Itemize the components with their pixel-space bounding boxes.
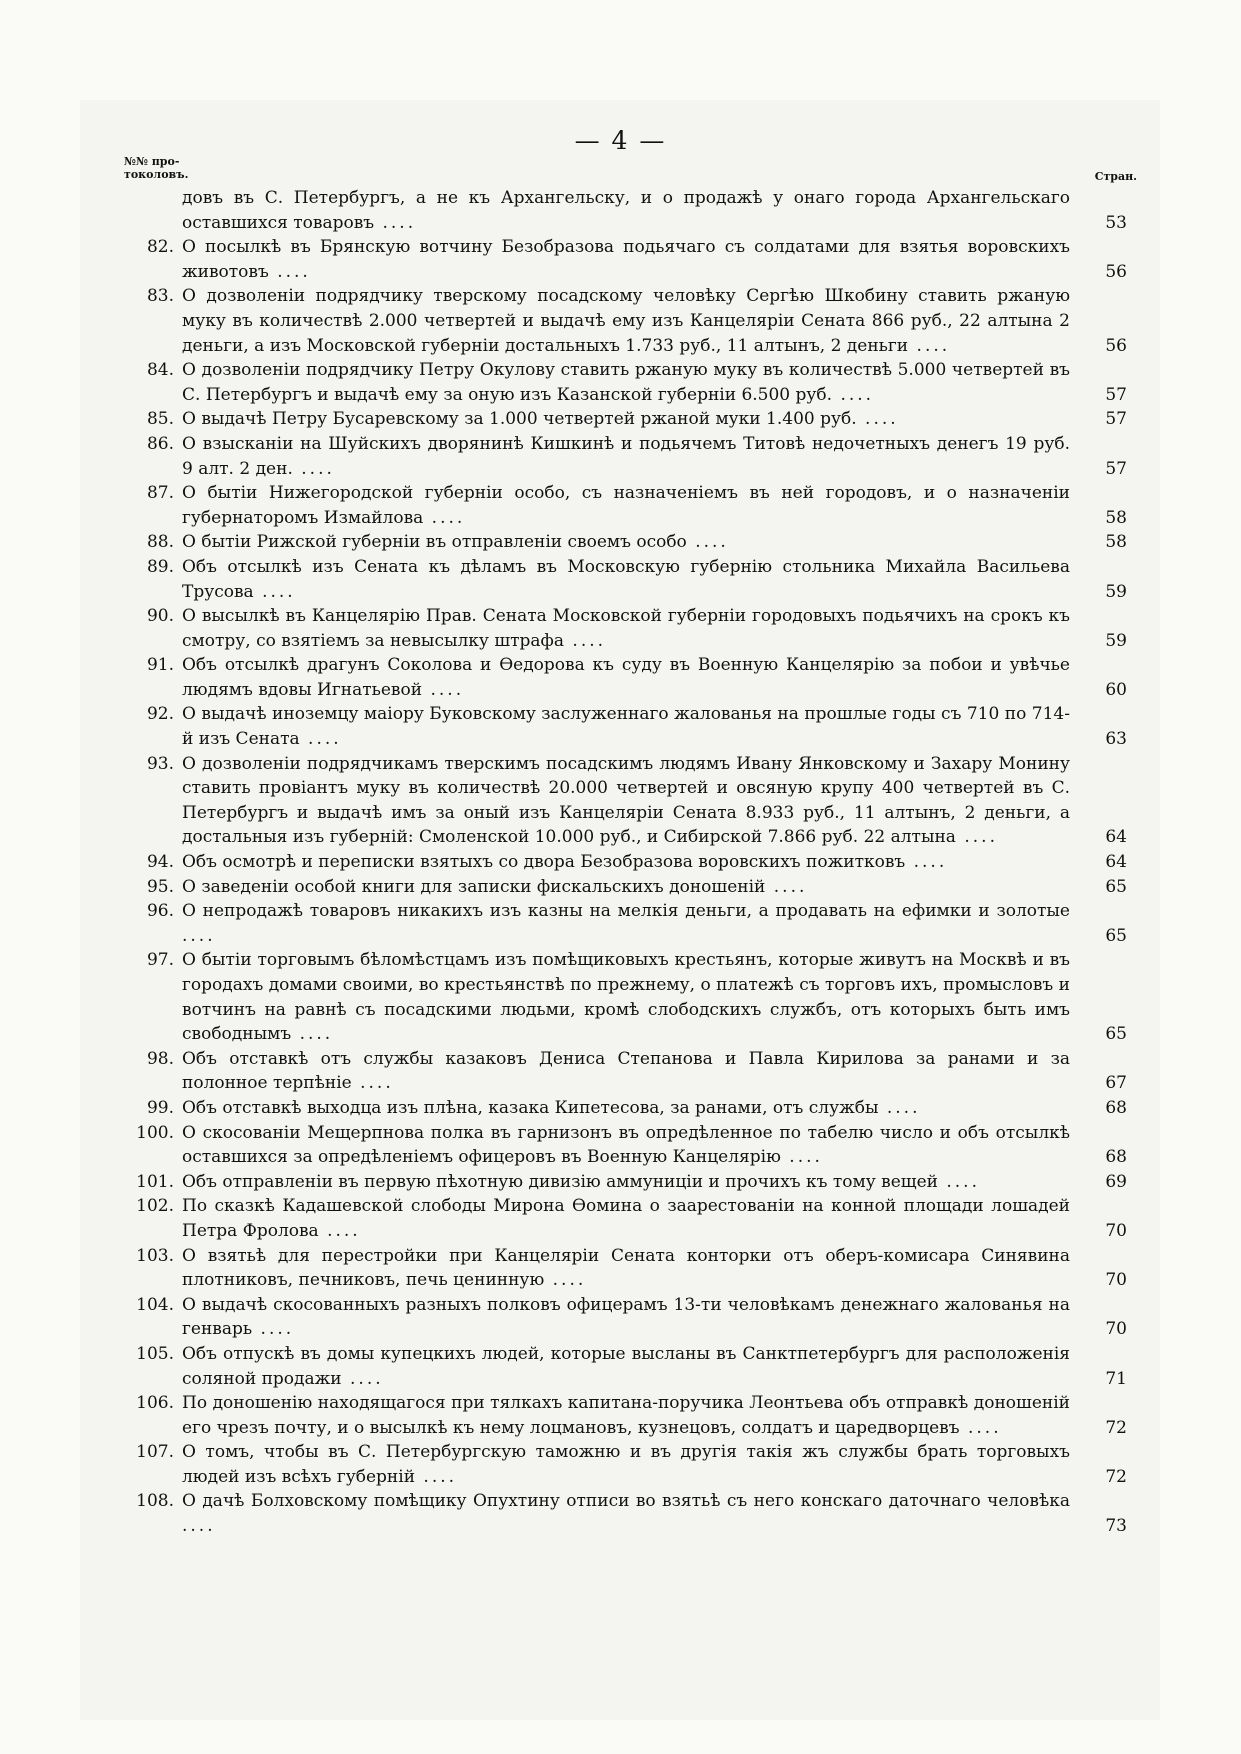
dot-leader: .... bbox=[291, 1024, 334, 1045]
entry-title bbox=[182, 358, 1070, 407]
index-entry bbox=[0, 555, 1241, 604]
entry-text: О бытіи Рижской губерніи въ отправленіи своемъ особо bbox=[182, 532, 687, 553]
page-reference: 67 bbox=[1105, 1073, 1127, 1094]
protocol-number: 99. bbox=[146, 1097, 174, 1118]
protocol-number: 93. bbox=[146, 753, 174, 774]
index-entry bbox=[0, 1047, 1241, 1096]
entry-text: О заведеніи особой книги для записки фискальскихъ доношеній bbox=[182, 876, 766, 897]
protocol-number: 102. bbox=[136, 1196, 174, 1217]
dot-leader: .... bbox=[780, 1147, 823, 1168]
dot-leader: .... bbox=[268, 261, 311, 282]
index-entry bbox=[0, 1194, 1241, 1243]
dot-leader: .... bbox=[955, 827, 998, 848]
protocol-number: 92. bbox=[146, 704, 174, 725]
page-reference: 69 bbox=[1105, 1171, 1127, 1192]
index-entry bbox=[0, 1121, 1241, 1170]
page-reference: 68 bbox=[1105, 1147, 1127, 1168]
dot-leader: .... bbox=[937, 1171, 980, 1192]
entry-title bbox=[182, 555, 1070, 604]
entry-title bbox=[182, 1440, 1070, 1489]
index-entries-list bbox=[0, 186, 1241, 1539]
entry-title bbox=[182, 604, 1070, 653]
protocol-number: 103. bbox=[136, 1245, 174, 1266]
entry-text: О дозволеніи подрядчику тверскому посадскому человѣку Сергѣю Шкобину ставить ржаную муку въ количествѣ 2.000 четвертей и выдачѣ ему изъ Канцеляріи Сената 866 руб., 22 алтына 2 деньги, а изъ Московской губерніи достальныхъ 1.733 руб., 11 алтынъ, 2 деньги bbox=[182, 286, 1070, 356]
index-entry bbox=[0, 284, 1241, 358]
index-entry bbox=[0, 1342, 1241, 1391]
protocol-number: 84. bbox=[146, 360, 174, 381]
protocol-number: 82. bbox=[146, 237, 174, 258]
page-reference: 73 bbox=[1105, 1516, 1127, 1537]
entry-text: О дозволеніи подрядчику Петру Окулову ставить ржаную муку въ количествѣ 5.000 четвертей въ С. Петербургъ и выдачѣ ему за оную изъ Казанской губерніи 6.500 руб. bbox=[182, 360, 1070, 405]
page-reference: 58 bbox=[1105, 507, 1127, 528]
entry-title bbox=[182, 702, 1070, 751]
dot-leader: .... bbox=[182, 1516, 216, 1537]
index-entry bbox=[0, 850, 1241, 875]
entry-title bbox=[182, 284, 1070, 358]
index-entry bbox=[0, 530, 1241, 555]
entry-text: О взысканіи на Шуйскихъ дворянинѣ Кишкинѣ и подьячемъ Титовѣ недочетныхъ денегъ 19 руб. 9 алт. 2 ден. bbox=[182, 433, 1070, 479]
entry-text: Объ отсылкѣ драгунъ Соколова и Ѳедорова къ суду въ Военную Канцелярію за побои и увѣчье людямъ вдовы Игнатьевой bbox=[182, 655, 1070, 700]
dot-leader: .... bbox=[415, 1466, 458, 1487]
entry-text: О скосованіи Мещерпнова полка въ гарнизонъ въ опредѣленное по табелю число и объ отсылкѣ оставшихся за опредѣленіемъ офицеровъ въ Военную Канцелярію bbox=[182, 1122, 1070, 1168]
entry-text: Объ отпускѣ въ домы купецкихъ людей, которые высланы въ Санктпетербургъ для расположенія соляной продажи bbox=[182, 1343, 1070, 1389]
dot-leader: .... bbox=[878, 1097, 921, 1118]
page-reference: 60 bbox=[1105, 679, 1127, 700]
index-entry bbox=[0, 235, 1241, 284]
protocol-number: 104. bbox=[136, 1294, 174, 1315]
protocol-number: 86. bbox=[146, 433, 174, 454]
page-reference: 70 bbox=[1105, 1319, 1127, 1340]
entry-text: О взятьѣ для перестройки при Канцеляріи Сената конторки отъ оберъ-комисара Синявина плотниковъ, печниковъ, печь ценинную bbox=[182, 1245, 1070, 1291]
page-reference: 53 bbox=[1105, 212, 1127, 233]
dot-leader: .... bbox=[299, 729, 342, 750]
entry-text: О выдачѣ скосованныхъ разныхъ полковъ офицерамъ 13-ти человѣкамъ денежнаго жалованья на генварь bbox=[182, 1294, 1070, 1340]
dot-leader: .... bbox=[544, 1270, 587, 1291]
index-entry bbox=[0, 1489, 1241, 1538]
entry-title bbox=[182, 235, 1070, 284]
dot-leader: .... bbox=[765, 876, 808, 897]
dot-leader: .... bbox=[318, 1220, 361, 1241]
page-reference: 72 bbox=[1105, 1417, 1127, 1438]
entry-text: О дачѣ Болховскому помѣщику Опухтину отписи во взятьѣ съ него конскаго даточнаго человѣка bbox=[182, 1491, 1070, 1512]
entry-text: Объ отставкѣ выходца изъ плѣна, казака Кипетесова, за ранами, отъ службы bbox=[182, 1097, 879, 1118]
protocol-number: 106. bbox=[136, 1393, 174, 1414]
page-reference: 65 bbox=[1105, 1024, 1127, 1045]
protocol-number: 89. bbox=[146, 556, 174, 577]
page-reference: 64 bbox=[1105, 827, 1127, 848]
entry-title bbox=[182, 752, 1070, 850]
entry-text: Объ отправленіи въ первую пѣхотную дивизію аммуниціи и прочихъ къ тому вещей bbox=[182, 1171, 938, 1192]
entry-text: О бытіи торговымъ бѣломѣстцамъ изъ помѣщиковыхъ крестьянъ, которые живутъ на Москвѣ и въ городахъ домами своими, во крестьянствѣ по прежнему, о платежѣ съ торговъ ихъ, промысловъ и вотчинъ на равнѣ съ посадскими людьми, кромѣ слободскихъ службъ, отъ которыхъ быть имъ свободнымъ bbox=[182, 950, 1070, 1045]
entry-title bbox=[182, 1342, 1070, 1391]
entry-title bbox=[182, 1047, 1070, 1096]
entry-title bbox=[182, 653, 1070, 702]
dot-leader: .... bbox=[959, 1417, 1002, 1438]
dot-leader: .... bbox=[908, 335, 951, 356]
protocol-number: 97. bbox=[146, 950, 174, 971]
protocol-number: 83. bbox=[146, 286, 174, 307]
entry-text: О высылкѣ въ Канцелярію Прав. Сената Московской губерніи городовыхъ подьячихъ на срокъ къ смотру, со взятіемъ за невысылку штрафа bbox=[182, 606, 1070, 651]
index-entry bbox=[0, 948, 1241, 1046]
entry-title bbox=[182, 850, 1070, 875]
entry-title bbox=[182, 1096, 1070, 1121]
page-reference: 70 bbox=[1105, 1270, 1127, 1291]
entry-title bbox=[182, 530, 1070, 555]
protocol-number: 98. bbox=[146, 1048, 174, 1069]
protocol-number: 101. bbox=[136, 1171, 174, 1192]
entry-title bbox=[182, 1170, 1070, 1195]
entry-title bbox=[182, 1194, 1070, 1243]
entry-title bbox=[182, 899, 1070, 948]
dot-leader: .... bbox=[422, 679, 465, 700]
page-reference: 65 bbox=[1105, 925, 1127, 946]
entry-text: О выдачѣ иноземцу маіору Буковскому заслуженнаго жалованья на прошлые годы съ 710 по 714-й изъ Сената bbox=[182, 704, 1070, 750]
dot-leader: .... bbox=[905, 852, 948, 873]
entry-text: О дозволеніи подрядчикамъ тверскимъ посадскимъ людямъ Ивану Янковскому и Захару Монину ставить провіантъ муку въ количествѣ 20.000 четвертей и овсяную крупу 400 четвертей въ С. Петербургъ и выдачѣ имъ за оный изъ Канцеляріи Сената 8.933 руб., 11 алтынъ, 2 деньги, а достальныя изъ губерній: Смоленской 10.000 руб., и Сибирской 7.866 руб. 22 алтына bbox=[182, 753, 1070, 848]
dot-leader: .... bbox=[341, 1368, 384, 1389]
protocol-number: 85. bbox=[146, 409, 174, 430]
index-entry bbox=[0, 358, 1241, 407]
protocol-number: 96. bbox=[146, 901, 174, 922]
entry-text: О томъ, чтобы въ С. Петербургскую таможню и въ другія такія жъ службы брать торговыхъ людей изъ всѣхъ губерній bbox=[182, 1442, 1070, 1487]
index-entry bbox=[0, 702, 1241, 751]
page-reference: 59 bbox=[1105, 630, 1127, 651]
entry-title bbox=[182, 186, 1070, 235]
page-number: — 4 — bbox=[574, 126, 667, 155]
entry-text: По сказкѣ Кадашевской слободы Мирона Ѳомина о заарестованіи на конной площади лошадей Петра Фролова bbox=[182, 1196, 1070, 1241]
dot-leader: .... bbox=[253, 581, 296, 602]
dot-leader: .... bbox=[832, 384, 875, 405]
index-entry bbox=[0, 1244, 1241, 1293]
entry-title bbox=[182, 481, 1070, 530]
index-entry bbox=[0, 481, 1241, 530]
entry-text: Объ осмотрѣ и переписки взятыхъ со двора Безобразова воровскихъ пожитковъ bbox=[182, 852, 906, 873]
protocol-number: 100. bbox=[136, 1122, 174, 1143]
index-entry bbox=[0, 1293, 1241, 1342]
protocol-number: 108. bbox=[136, 1491, 174, 1512]
index-entry bbox=[0, 604, 1241, 653]
page-reference: 59 bbox=[1105, 581, 1127, 602]
dot-leader: .... bbox=[292, 458, 335, 479]
entry-title bbox=[182, 1121, 1070, 1170]
dot-leader: .... bbox=[182, 925, 216, 946]
page-reference: 57 bbox=[1105, 384, 1127, 405]
protocol-number-column-header: №№ про- токоловъ. bbox=[124, 155, 189, 181]
dot-leader: .... bbox=[252, 1319, 295, 1340]
entry-text: довъ въ С. Петербургъ, а не къ Архангельску, и о продажѣ у онаго города Архангельскаго оставшихся товаровъ bbox=[182, 188, 1070, 233]
page-reference: 72 bbox=[1105, 1466, 1127, 1487]
index-entry bbox=[0, 186, 1241, 235]
page-reference: 71 bbox=[1105, 1368, 1127, 1389]
dot-leader: .... bbox=[423, 507, 466, 528]
entry-text: О выдачѣ Петру Бусаревскому за 1.000 четвертей ржаной муки 1.400 руб. bbox=[182, 409, 857, 430]
index-entry bbox=[0, 899, 1241, 948]
entry-text: По доношенію находящагося при тялкахъ капитана-поручика Леонтьева объ отправкѣ доношеній его чрезъ почту, и о высылкѣ къ нему лоцмановъ, кузнецовъ, солдатъ и царедворцевъ bbox=[182, 1393, 1070, 1438]
page-reference: 58 bbox=[1105, 532, 1127, 553]
index-entry bbox=[0, 875, 1241, 900]
dot-leader: .... bbox=[686, 532, 729, 553]
page-reference: 57 bbox=[1105, 409, 1127, 430]
entry-title bbox=[182, 1489, 1070, 1538]
protocol-number: 105. bbox=[136, 1343, 174, 1364]
entry-title bbox=[182, 1293, 1070, 1342]
index-entry bbox=[0, 432, 1241, 481]
entry-title bbox=[182, 875, 1070, 900]
protocol-number: 87. bbox=[146, 483, 174, 504]
index-entry bbox=[0, 1440, 1241, 1489]
page-reference: 64 bbox=[1105, 852, 1127, 873]
entry-title bbox=[182, 407, 1070, 432]
page-reference: 56 bbox=[1105, 261, 1127, 282]
protocol-number: 107. bbox=[136, 1442, 174, 1463]
index-entry bbox=[0, 1170, 1241, 1195]
dot-leader: .... bbox=[351, 1073, 394, 1094]
entry-title bbox=[182, 1244, 1070, 1293]
protocol-number: 95. bbox=[146, 876, 174, 897]
index-entry bbox=[0, 752, 1241, 850]
entry-title bbox=[182, 1391, 1070, 1440]
page-reference: 70 bbox=[1105, 1220, 1127, 1241]
index-entry bbox=[0, 407, 1241, 432]
page-reference: 56 bbox=[1105, 335, 1127, 356]
page-reference: 63 bbox=[1105, 729, 1127, 750]
page-reference: 65 bbox=[1105, 876, 1127, 897]
protocol-number: 94. bbox=[146, 852, 174, 873]
entry-text: Объ отсылкѣ изъ Сената къ дѣламъ въ Московскую губернію стольника Михайла Васильева Трусова bbox=[182, 556, 1070, 602]
dot-leader: .... bbox=[856, 409, 899, 430]
page-column-header: Стран. bbox=[1094, 170, 1137, 183]
protocol-number: 90. bbox=[146, 606, 174, 627]
entry-title bbox=[182, 432, 1070, 481]
entry-title bbox=[182, 948, 1070, 1046]
entry-text: О непродажѣ товаровъ никакихъ изъ казны на мелкія деньги, а продавать на ефимки и золотые bbox=[182, 901, 1070, 922]
page-reference: 57 bbox=[1105, 458, 1127, 479]
page-reference: 68 bbox=[1105, 1097, 1127, 1118]
index-entry bbox=[0, 1391, 1241, 1440]
index-entry bbox=[0, 653, 1241, 702]
dot-leader: .... bbox=[564, 630, 607, 651]
index-entry bbox=[0, 1096, 1241, 1121]
entry-text: О бытіи Нижегородской губерніи особо, съ назначеніемъ въ ней городовъ, и о назначеніи губернаторомъ Измайлова bbox=[182, 483, 1070, 528]
protocol-number: 88. bbox=[146, 532, 174, 553]
entry-text: О посылкѣ въ Брянскую вотчину Безобразова подьячаго съ солдатами для взятья воровскихъ животовъ bbox=[182, 237, 1070, 282]
protocol-number: 91. bbox=[146, 655, 174, 676]
entry-text: Объ отставкѣ отъ службы казаковъ Дениса Степанова и Павла Кирилова за ранами и за полонное терпѣніе bbox=[182, 1048, 1070, 1094]
dot-leader: .... bbox=[374, 212, 417, 233]
